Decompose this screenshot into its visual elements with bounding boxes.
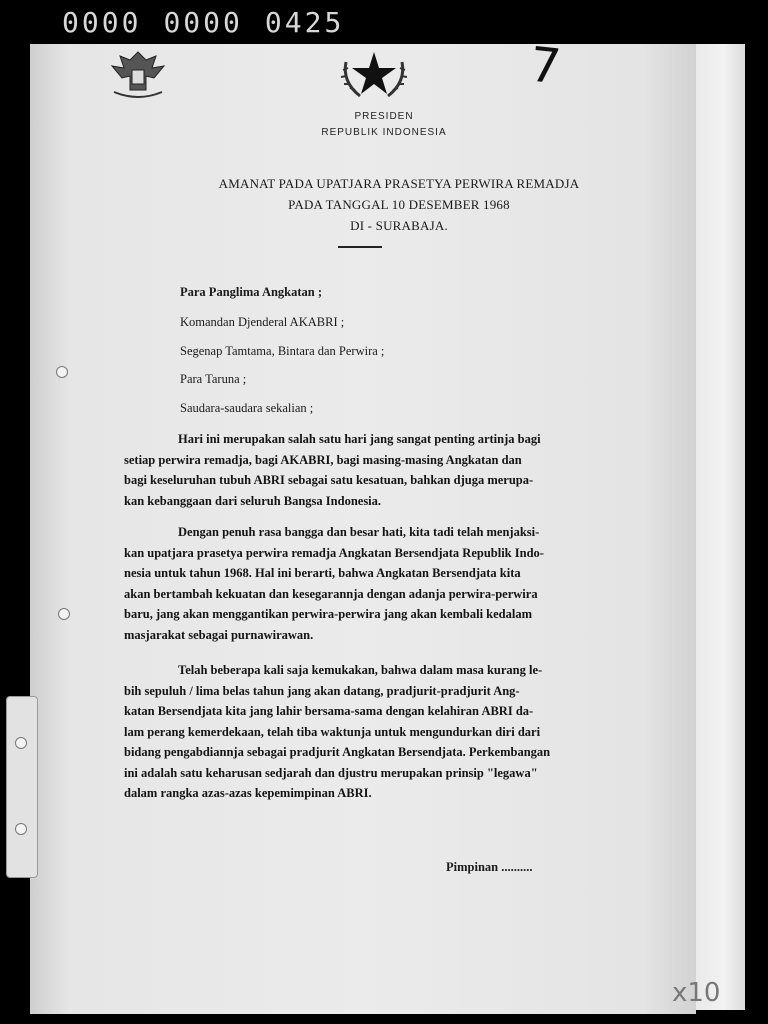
film-number-part: 0000 [62,6,142,39]
title-line-3: DI - SURABAJA. [350,218,448,233]
title-line-2: PADA TANGGAL 10 DESEMBER 1968 [288,197,510,212]
paragraph-line: bih sepuluh / lima belas tahun jang akan datang, pradjurit-pradjurit Ang- [124,683,520,698]
paragraph-line: Dengan penuh rasa bangga dan besar hati, kita tadi telah menjaksi- [178,525,540,539]
paragraph-line: ini adalah satu keharusan sedjarah dan djustru merupakan prinsip "legawa" [124,765,538,780]
paragraph-line: bidang pengabdiannja sebagai pradjurit Angkatan Bersendjata. Perkembangan [124,745,551,759]
salutation-line [180,285,322,300]
binder-tab [6,696,38,878]
punch-hole [58,608,70,620]
paragraph-line: kan upatjara prasetya perwira remadja Angkatan Bersendjata Republik Indo- [124,545,544,560]
paragraph-2 [124,522,614,645]
paragraph-line: Hari ini merupakan salah satu hari jang sangat penting artinja bagi [178,432,541,446]
salutation-line: Komandan Djenderal AKABRI ; [180,315,345,329]
paragraph-line: bagi keseluruhan tubuh ABRI sebagai satu kesatuan, bahkan djuga merupa- [124,473,534,487]
paragraph-3 [124,660,614,804]
corner-mark: x10 [672,978,721,1008]
presidential-star-emblem-icon [336,42,412,102]
film-number-part: 0000 [163,6,243,39]
punch-hole [56,366,68,378]
header-office: PRESIDEN [354,111,414,122]
paragraph-line: katan Bersendjata kita jang lahir bersama-sama dengan kelahiran ABRI da- [124,704,534,718]
paragraph-line: Telah beberapa kali saja kemukakan, bahwa dalam masa kurang le- [178,663,543,677]
salutation-line: Saudara-saudara sekalian ; [180,401,314,415]
title-divider [338,246,382,248]
handwritten-page-number: 7 [527,36,564,96]
header-country: REPUBLIK INDONESIA [321,127,447,138]
paragraph-line: masjarakat sebagai purnawirawan. [124,627,314,642]
punch-hole [15,737,27,749]
film-number-part: 0425 [264,6,345,39]
film-frame-number [62,6,366,39]
closing-text: Pimpinan .......... [446,860,533,874]
salutation-line: Para Taruna ; [180,372,247,386]
paragraph-line: nesia untuk tahun 1968. Hal ini berarti, bahwa Angkatan Bersendjata kita [124,566,521,580]
salutation-line: Segenap Tamtama, Bintara dan Perwira ; [180,344,385,358]
paragraph-line: lam perang kemerdekaan, telah tiba waktunja untuk mengundurkan diri dari [124,724,541,739]
title-line-1: AMANAT PADA UPATJARA PRASETYA PERWIRA REMADJA [218,176,580,191]
salutation-text: Para Panglima Angkatan ; [180,285,323,299]
paragraph-line: akan bertambah kekuatan dan kesegarannja dengan adanja perwira-perwira [124,586,538,601]
paragraph-line: kan kebanggaan dari seluruh Bangsa Indonesia. [124,493,382,508]
paragraph-line: baru, jang akan menggantikan perwira-perwira jang akan kembali kedalam [124,607,533,621]
paragraph-line: setiap perwira remadja, bagi AKABRI, bagi masing-masing Angkatan dan [124,452,522,467]
paragraph-line: dalam rangka azas-azas kepemimpinan ABRI. [124,786,372,800]
punch-hole [15,823,27,835]
garuda-emblem-icon [100,46,176,102]
paragraph-1 [124,429,614,511]
